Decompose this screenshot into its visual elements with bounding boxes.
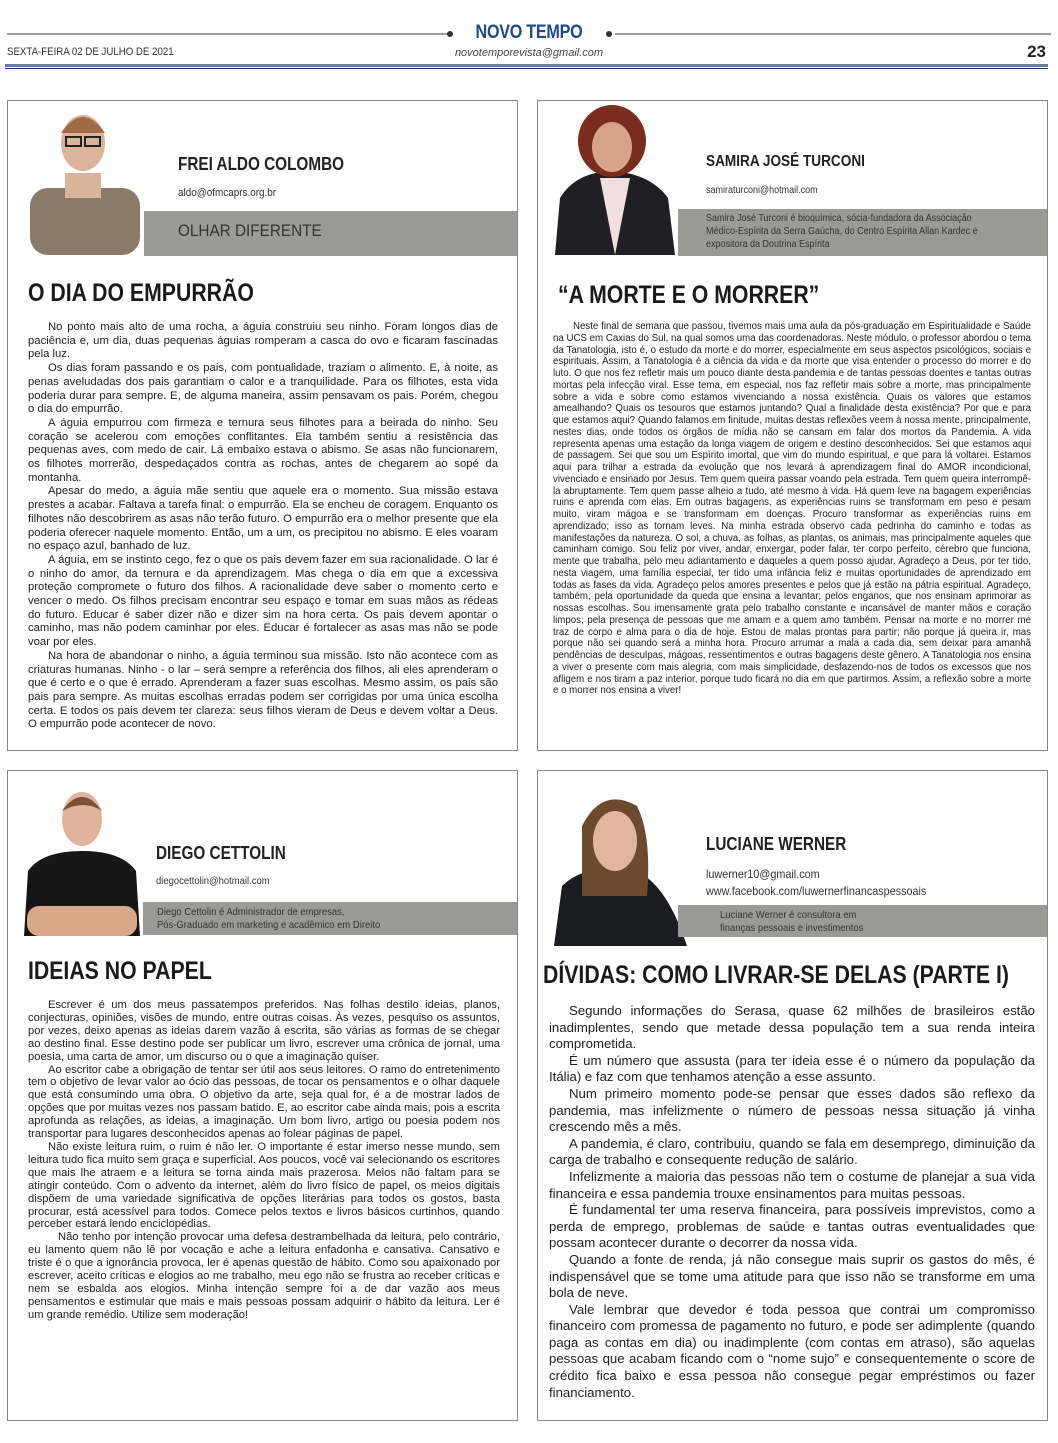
article-a-morte-e-o-morrer <box>537 100 1048 751</box>
paragraph: Os dias foram passando e os pais, com pontualidade, traziam o alimento. E, à noite, as penas aveludadas dos pais garantiam o calor e a tranquilidade. Para os filhotes, esta vida poderia durar para sempre. E, de alguma maneira, assim pensavam os pais. Porém, chegou o dia do empurrão. <box>28 362 498 416</box>
header-rule <box>5 64 1048 67</box>
article-body <box>28 321 498 732</box>
bio-line: Samira José Turconi é bioquímica, sócia-fundadora da Associação <box>706 213 972 224</box>
author-photo <box>22 781 142 936</box>
paragraph: Vale lembrar que devedor é toda pessoa que contrai um compromisso financeiro com promessa de pagamento no futuro, e pode ser adimplente (quando paga as contas em dia) ou inadimplente (com contas em atraso), são aquelas pessoas que acabam ficando com o “nome sujo” e consequentemente o score de crédito fica baixo e essa pessoa não consegue pegar empréstimos ou fazer financiamento. <box>549 1301 1035 1400</box>
article-title: “A MORTE E O MORRER” <box>558 281 820 309</box>
bio-line: Luciane Werner é consultora em <box>720 909 857 921</box>
author-bio <box>678 209 1047 256</box>
issue-date: SEXTA-FEIRA 02 DE JULHO DE 2021 <box>7 46 174 58</box>
article-body <box>28 999 500 1322</box>
article-body <box>549 1003 1035 1401</box>
article-title: DÍVIDAS: COMO LIVRAR-SE DELAS (PARTE I) <box>543 961 1009 989</box>
author-name: FREI ALDO COLOMBO <box>178 154 345 174</box>
column-name: OLHAR DIFERENTE <box>178 221 322 240</box>
author-email: samiraturconi@hotmail.com <box>706 185 818 196</box>
author-bio <box>678 905 1047 937</box>
paragraph: Neste final de semana que passou, tivemos mais uma aula da pós-graduação em Espiritualidade e Saúde na UCS em Caxias do Sul, na qual somos uma das coordenadoras. Neste módulo, o professor abordou o tema da Tanatologia, isto é, o estudo da morte e do morrer, especialmente em seus aspectos psicológicos, sociais e espirituais. Assim, a Tanatologia é a ciência da vida e da morte que visa entender o processo do morrer e do luto. O que nos fez refletir mais um pouco diante desta pandemia e de tantas pessoas doentes e tantas outras mortas pela infecção viral. Esse tema, em especial, nos faz refletir mais sobre a morte, mas principalmente sobre a vida e sobre como estamos vivenciando a nossa existência. Quais os valores que estamos amealhando? Quais os tesouros que estamos juntando? Qual a finalidade desta existência? Por que e para que estamos aqui? Quando falamos em finitude, muitas destas reflexões veem à nossa mente, principalmente, nestes dias, onde todos os órgãos de mídia não se cansam em falar dos mortos da Pandemia. A vida representa apenas uma estação da longa viagem de origem e destino desconhecidos. Sei que estamos aqui de passagem. Sei que sou um Espírito imortal, que vim do mundo espiritual, e que para lá voltarei. Estamos aqui para trilhar a estrada da evolução que nos levará à aprendizagem final do AMOR incondicional, vivenciado e ensinado por Jesus. Tem quem queira passar voando pela estrada. Tem quem queira interrompê-la abruptamente. Tem quem passe alheio a tudo, até mesmo à vida. Há quem leve na bagagem experiências ruins e aprenda com elas. Em outras bagagens, as experiências ruins se transformam em peso e pesam muito, viram mágoa e se transformam em doenças. Procuro transformar as experiências ruins em aprendizado; isso as tornam leves. Na minha estrada observo cada pedrinha do caminho e todas as manifestações da natureza. O sol, a chuva, as folhas, as plantas, os animais, mas principalmente aqueles que caminham comigo. Sou feliz por viver, andar, enxergar, poder falar, ter corpo perfeito, cérebro que funciona, mente que trabalha, pelo meu adiantamento e daqueles a quem posso ajudar. Agradeço a Deus, por ter tido, nesta viagem, uma família especial, ter tido uma infância feliz e muitas oportunidades de aprendizado em todas as fases da vida. Agradeço pelos amores presentes e pelos que já estão na pátria espiritual. Agradeço, também, pela oportunidade da queda que ensina a levantar; pelos enganos, que nos ensinam aprimorar as nossas escolhas. Sou imensamente grata pelo trabalho constante e incansável de manter mãos e coração limpos; pela presença de pessoas que me amam e a quem amo também. Pensar na morte e no morrer me traz de corpo e alma para o dia de hoje. Estou de malas prontas para partir; não porque já queira ir, mas porque não sei quando será a minha hora. Procuro arrumar a mala a cada dia, sem deixar para amanhã pendências de desculpas, mágoas, ressentimentos e outras bagagens deste gênero. A Tanatologia nos ensina a viver o presente com mais alegria, com mais simplicidade, desfazendo-nos de todos os excessos que nos afligem e nos tiram a paz interior, porque tudo ficará no dia em que partirmos. Assim, a reflexão sobre a morte e o morrer nos ensina a viver! <box>553 321 1031 697</box>
paragraph: Ao escritor cabe a obrigação de tentar ser útil aos seus leitores. O ramo do entretenimento tem o objetivo de levar valor ao ócio das pessoas, de tocar os pensamentos e o olhar daquele que está consumindo uma obra. O objetivo da arte, seja qual for, é a de mostrar lados de opções que por muitas vezes nos passam batido. E, ao escritor cabe ainda mais, pois a escrita aprofunda as relações, as ideias, a imaginação. Um bom livro, artigo ou poesia podem nos transportar para lugares desconhecidos apenas ao folear páginas de papel. <box>28 1063 500 1141</box>
article-title: O DIA DO EMPURRÃO <box>28 279 254 307</box>
paragraph: A pandemia, é claro, contribuiu, quando se fala em desemprego, diminuição da carga de trabalho e consequente redução de salário. <box>549 1135 1035 1168</box>
paragraph: No ponto mais alto de uma rocha, a águia construiu seu ninho. Foram longos dias de paciência e, um dia, duas pequenas águias romperam a casca do ovo e ficaram fascinadas pela luz. <box>28 321 498 361</box>
paragraph: A águia, em se instinto cego, fez o que os pais devem fazer em sua racionalidade. O lar é o ninho do amor, da ternura e da aprendizagem. Mas chega o dia em que a excessiva proteção compromete o futuro dos filhos. A racionalidade deve saber o momento certo e vencer o medo. Os filhos precisam encontrar seu espaço e tomar em suas mãos as rédeas do futuro. Educar é saber dizer não e dizer sim na hora certa. Os pais devem apontar o caminho, mas não podem caminhar por eles. Educar é fortalecer as asas mas não se pode voar por eles. <box>28 553 498 649</box>
author-bio <box>143 902 517 935</box>
paragraph: Num primeiro momento pode-se pensar que esses dados são reflexo da pandemia, mas infelizmente o número de pessoas nessa situação já vinha crescendo mês a mês. <box>549 1085 1035 1135</box>
bio-line: finanças pessoais e investimentos <box>720 922 864 934</box>
paragraph: É um número que assusta (para ter ideia esse é o número da população da Itália) e faz com que tenhamos atenção a esse assunto. <box>549 1052 1035 1085</box>
paragraph: Na hora de abandonar o ninho, a águia terminou sua missão. Isto não acontece com as criaturas humanas. Ninho - o lar – será sempre a referência dos filhos, ali eles aprenderam o que é certo e o que é errado. Aprenderam a fazer suas escolhas. Mesmo assim, os pais são pais para sempre. As muitas escolhas erradas podem ser corrigidas por uma única escolha certa. E todos os pais devem ter clareza: seus filhos vieram de Deus e devem voltar a Deus. O empurrão pode acontecer de novo. <box>28 649 498 731</box>
paragraph: Infelizmente a maioria das pessoas não tem o costume de planejar a sua vida financeira e essa pandemia trouxe ensinamentos para muitas pessoas. <box>549 1168 1035 1201</box>
author-email: luwerner10@gmail.com <box>706 867 820 881</box>
paragraph: Apesar do medo, a águia mãe sentiu que aquele era o momento. Sua missão estava prestes a acabar. Faltava a tarefa final: o empurrão. Ela se encheu de coragem. Enquanto os filhotes não descobrirem as asas não terão futuro. O empurrão era o melhor presente que ela poderia oferecer naquele momento. Então, um a um, os precipitou no abismo. E eles voaram no espaço azul, banhado de luz. <box>28 485 498 553</box>
newspaper-email: novotemporevista@gmail.com <box>454 47 604 59</box>
paragraph: A águia empurrou com firmeza e ternura seus filhotes para a beirada do ninho. Seu coração se acelerou com emoções conflitantes. Ela também sentiu a resistência das pequenas aves, com medo de cair. Lá embaixo estava o abismo. Se asas não funcionarem, os filhotes morrerão, despedaçados contra as rochas, antes de chegarem ao sopé da montanha. <box>28 416 498 484</box>
bio-line: expositora da Doutrina Espírita <box>706 239 830 250</box>
article-body <box>553 321 1031 697</box>
paragraph: Escrever é um dos meus passatempos preferidos. Nas folhas destilo ideias, planos, conjecturas, opiniões, visões de mundo, entre outras coisas. Às vezes, pesquiso os assuntos, por vezes, deixo apenas as ideias darem vazão à escrita, são várias as formas de se chegar ao destino final. Esse destino pode ser publicar um livro, escrever uma crônica de jornal, uma poesia, uma carta de amor, um discurso ou o que a imaginação quiser. <box>28 999 500 1063</box>
article-title: IDEIAS NO PAPEL <box>28 957 212 985</box>
author-name: SAMIRA JOSÉ TURCONI <box>706 153 865 170</box>
bio-line: Diego Cettolin é Administrador de empresas, <box>157 906 345 918</box>
author-email: diegocettolin@hotmail.com <box>156 875 270 887</box>
page-number: 23 <box>1027 42 1046 61</box>
paragraph: Segundo informações do Serasa, quase 62 milhões de brasileiros estão inadimplentes, sendo que metade dessa população tem a sua renda inteira comprometida. <box>549 1003 1035 1052</box>
paragraph: Não tenho por intenção provocar uma defesa destrambelhada da leitura, pelo contrário, eu lamento quem não lê por vocação e ache a leitura enfadonha e cansativa. Cansativo e triste é o que a ignorância provoca, ler é apenas questão de hábito. Como sou apaixonado por escrever, aceito críticas e elogios ao me trabalho, meu ego não se frustra ao receber críticas e nem se esbalda aos elogios. Minha intenção sempre foi a de dar vazão aos meus pensamentos e estimular que mais e mais pessoas possam adquirir o hábito da leitura. Ler é um grande remédio. Utilize sem moderação! <box>28 1231 500 1321</box>
paragraph: Não existe leitura ruim, o ruim é não ler. O importante é estar imerso nesse mundo, sem leitura tudo fica muito sem graça e superficial. Aos poucos, você vai selecionando os escritores que mais lhe atraem e a leitura se torna ainda mais prazerosa. Meios não faltam para se atingir conteúdo. Com o advento da internet, além do livro físico de papel, os meios digitais dispõem de uma variedade significativa de opções literárias para todos os gostos, basta procurar, está acessível para todos. Comece pelos textos e livros básicos curtinhos, quando perceber estará lendo enciclopédias. <box>28 1140 500 1231</box>
bio-line: Pós-Graduado em marketing e acadêmico em Direito <box>157 919 381 931</box>
author-photo <box>550 103 680 255</box>
article-dividas <box>537 770 1048 1421</box>
article-ideias-no-papel <box>7 770 518 1421</box>
column-band <box>144 211 517 256</box>
paragraph: Quando a fonte de renda, já não consegue mais suprir os gastos do mês, é indispensável que se tome uma atitude para que isso não se transforme em uma bola de neve. <box>549 1251 1035 1301</box>
author-name: LUCIANE WERNER <box>706 834 847 854</box>
author-name: DIEGO CETTOLIN <box>156 843 286 863</box>
newspaper-title: NOVO TEMPO <box>475 22 583 43</box>
article-o-dia-do-empurrao <box>7 100 518 751</box>
author-photo <box>20 103 145 255</box>
header-rule <box>5 68 1048 69</box>
author-email: aldo@ofmcaprs.org.br <box>178 187 277 199</box>
author-photo <box>552 786 692 946</box>
author-facebook-link[interactable]: www.facebook.com/luwernerfinancaspessoais <box>706 884 927 898</box>
paragraph: É fundamental ter uma reserva financeira, para possíveis imprevistos, como a perda de emprego, problemas de saúde e tantas outras eventualidades que possam acontecer durante o decorrer da nossa vida. <box>549 1202 1035 1251</box>
bio-line: Médico-Espírita da Serra Gaúcha, do Centro Espírita Allan Kardec e <box>706 226 978 237</box>
